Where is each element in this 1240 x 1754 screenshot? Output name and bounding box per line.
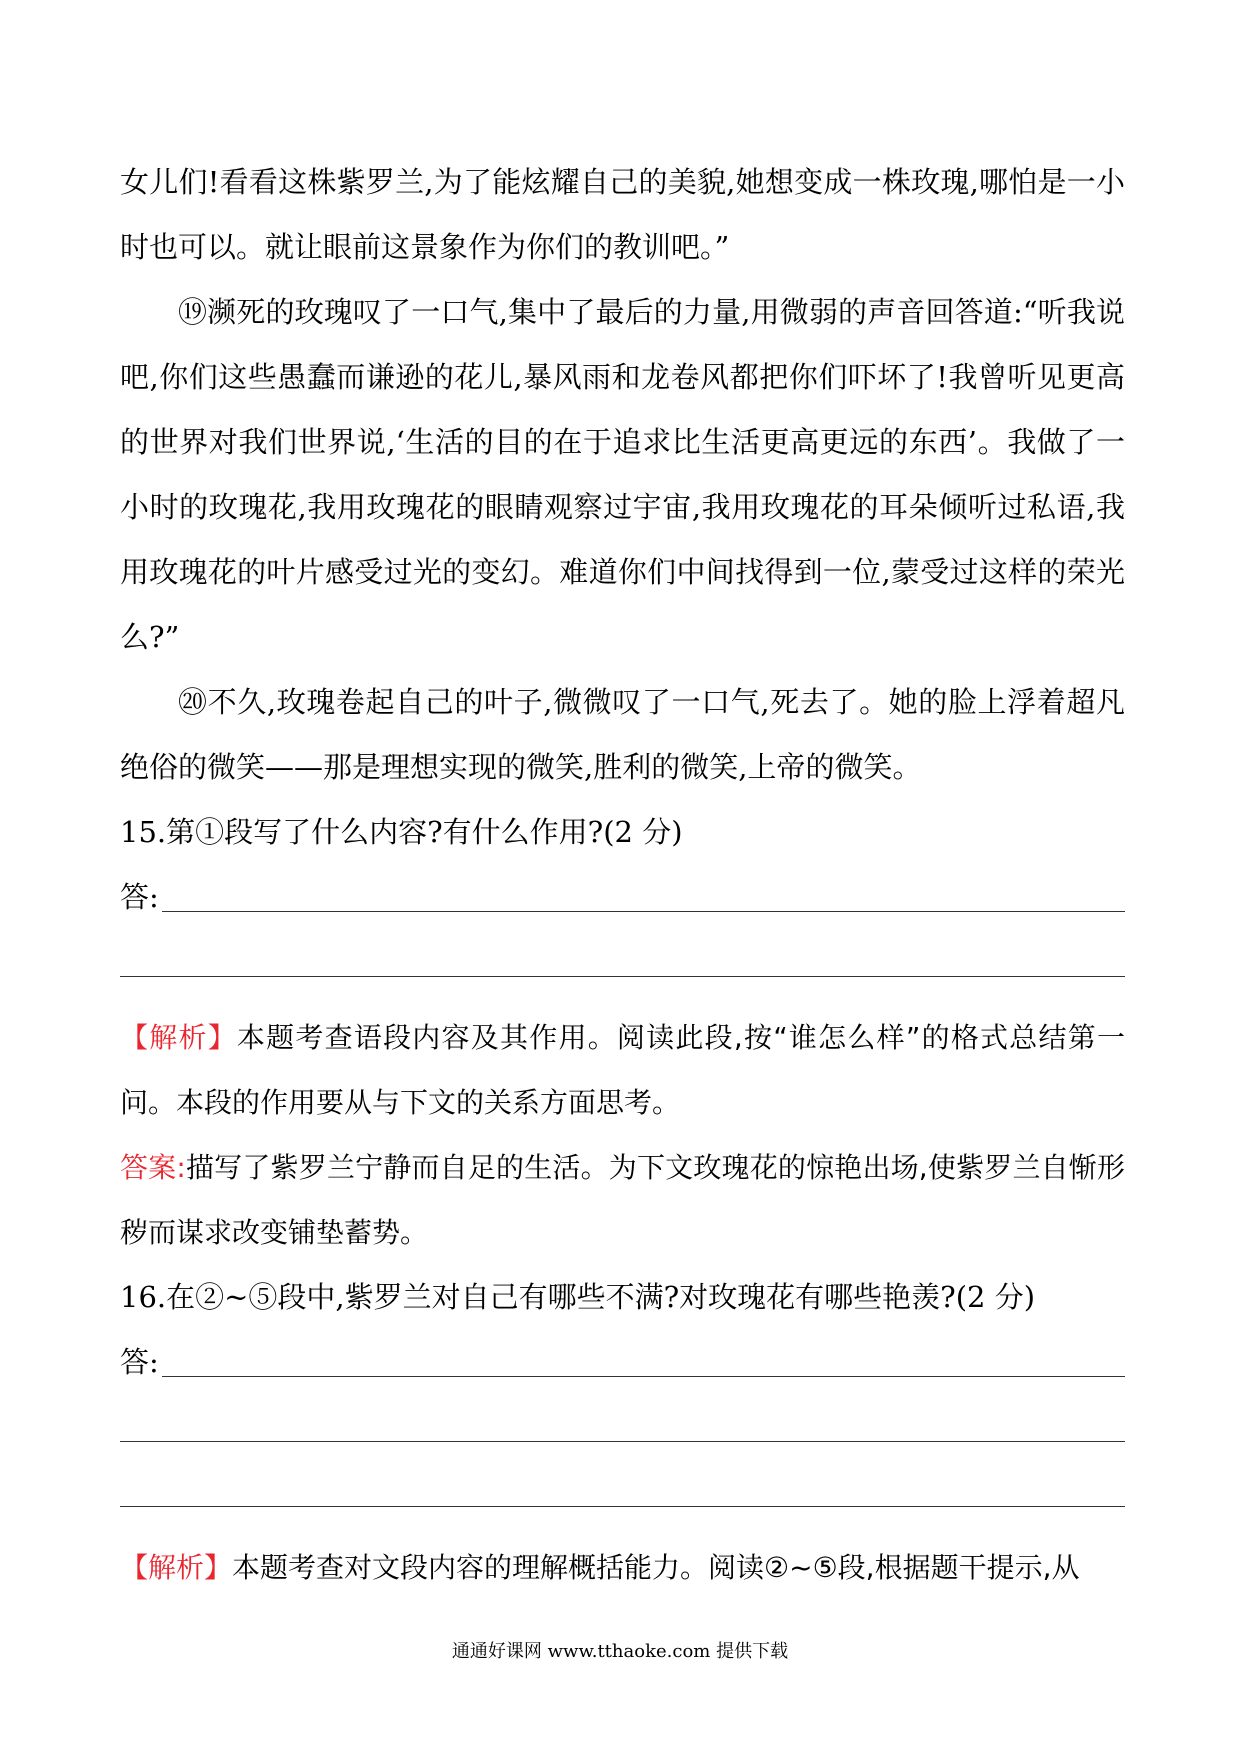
document-body <box>120 150 1125 1600</box>
answer-key-text: 描写了紫罗兰宁静而自足的生活。为下文玫瑰花的惊艳出场,使紫罗兰自惭形秽而谋求改变铺垫蓄势。 <box>120 1151 1126 1249</box>
analysis-text: 本题考查语段内容及其作用。阅读此段,按“谁怎么样”的格式总结第一问。本段的作用要从与下文的关系方面思考。 <box>120 1021 1125 1119</box>
analysis-15 <box>120 1005 1125 1135</box>
answer-label: 答: <box>120 1345 159 1379</box>
analysis-16 <box>120 1535 1125 1600</box>
answer-line[interactable] <box>120 865 1125 930</box>
analysis-label: 【解析】 <box>120 1551 233 1584</box>
analysis-label: 【解析】 <box>120 1021 237 1054</box>
analysis-text: 本题考查对文段内容的理解概括能力。阅读②~⑤段,根据题干提示,从 <box>232 1551 1080 1584</box>
passage-paragraph-continued: 女儿们!看看这株紫罗兰,为了能炫耀自己的美貌,她想变成一株玫瑰,哪怕是一小时也可以。就让眼前这景象作为你们的教训吧。” <box>120 165 1125 264</box>
question-16: 16.在②~⑤段中,紫罗兰对自己有哪些不满?对玫瑰花有哪些艳羡?(2 分) <box>120 1280 1036 1314</box>
answer-line[interactable] <box>120 1330 1125 1395</box>
answer-key-label: 答案: <box>120 1151 186 1184</box>
page-footer: 通通好课网 www.tthaoke.com 提供下载 <box>451 1641 789 1662</box>
passage-paragraph-20: ⑳不久,玫瑰卷起自己的叶子,微微叹了一口气,死去了。她的脸上浮着超凡绝俗的微笑——那是理想实现的微笑,胜利的微笑,上帝的微笑。 <box>120 685 1125 784</box>
answer-line[interactable] <box>120 1395 1125 1460</box>
answer-key-15 <box>120 1135 1125 1265</box>
answer-label: 答: <box>120 880 159 914</box>
question-15: 15.第①段写了什么内容?有什么作用?(2 分) <box>120 815 683 849</box>
answer-line[interactable] <box>120 1460 1125 1525</box>
answer-line[interactable] <box>120 930 1125 995</box>
passage-paragraph-19: ⑲濒死的玫瑰叹了一口气,集中了最后的力量,用微弱的声音回答道:“听我说吧,你们这些愚蠢而谦逊的花儿,暴风雨和龙卷风都把你们吓坏了!我曾听见更高的世界对我们世界说,‘生活的目的在于追求比生活更高更远的东西’。我做了一小时的玫瑰花,我用玫瑰花的眼睛观察过宇宙,我用玫瑰花的耳朵倾听过私语,我用玫瑰花的叶片感受过光的变幻。难道你们中间找得到一位,蒙受过这样的荣光么?” <box>120 295 1125 654</box>
